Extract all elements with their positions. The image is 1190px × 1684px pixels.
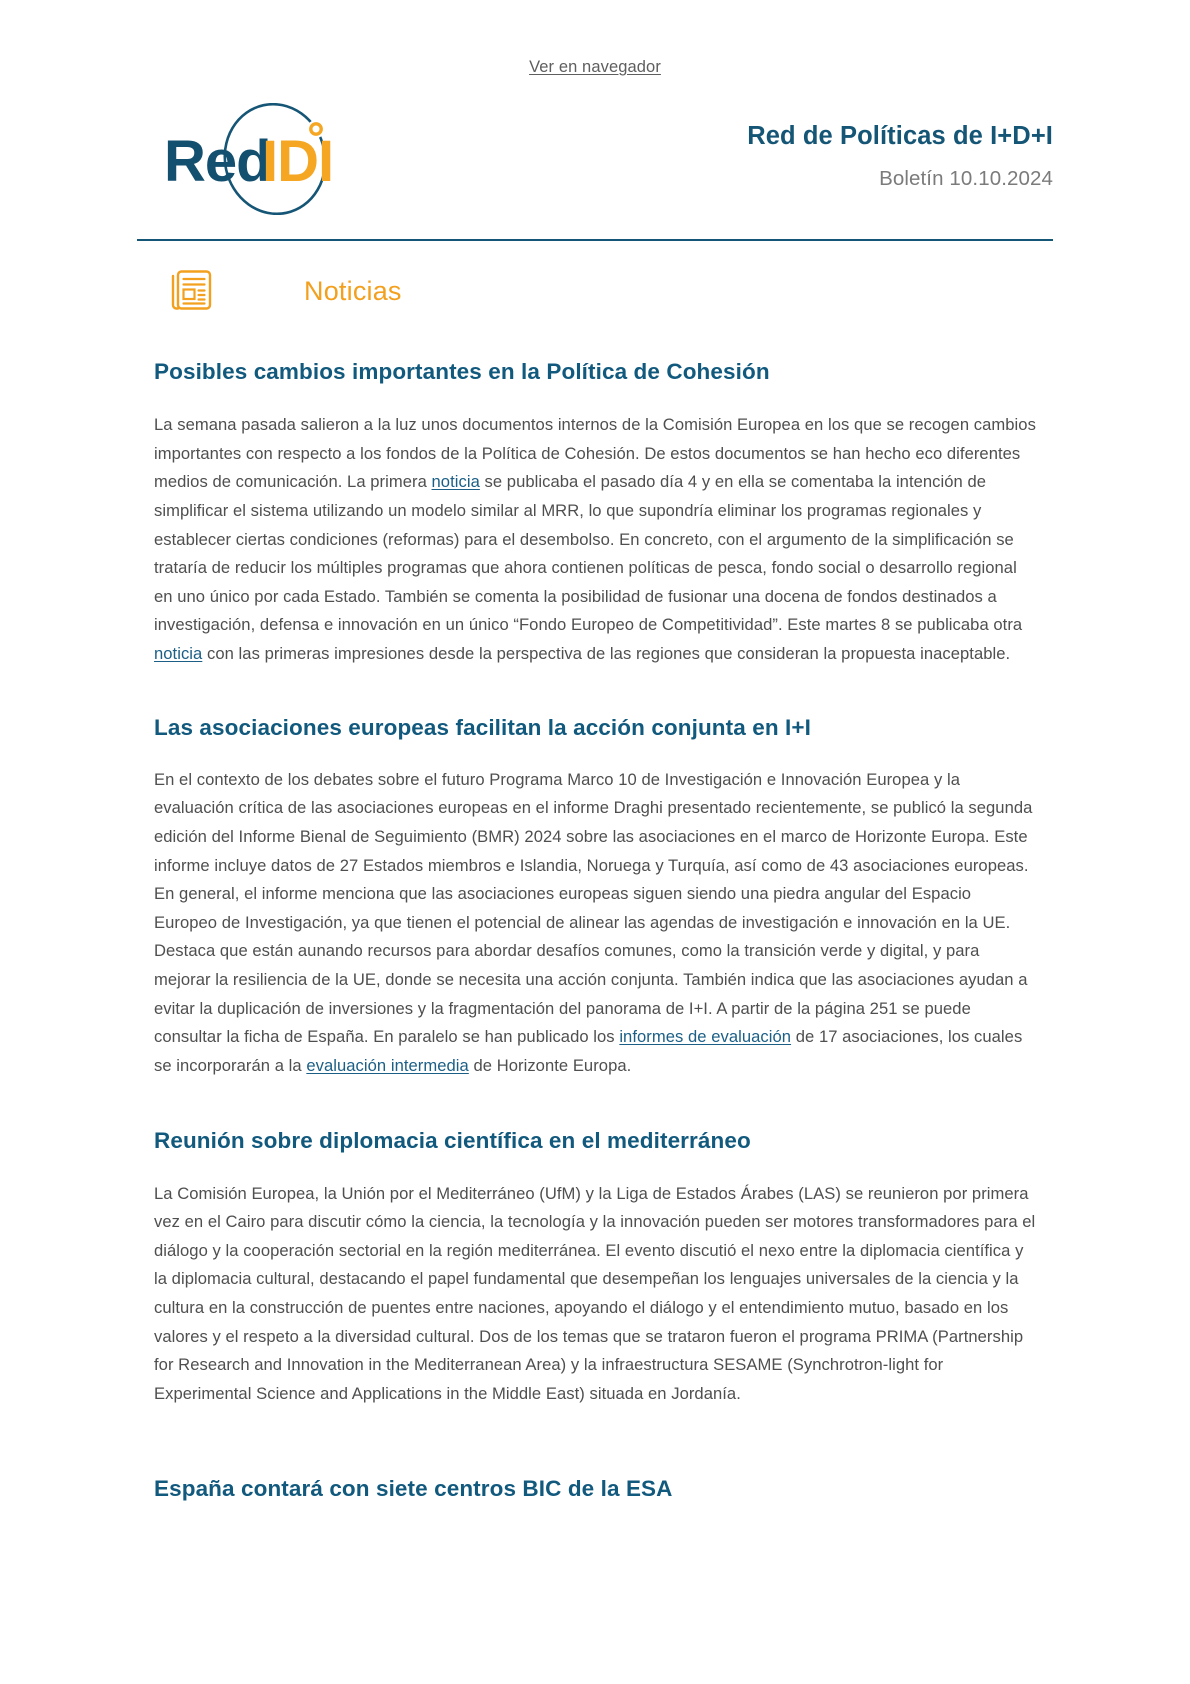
article-item — [154, 1474, 1038, 1503]
inline-link[interactable]: noticia — [154, 644, 203, 663]
page-title: Red de Políticas de I+D+I — [747, 122, 1053, 150]
header-text-block — [360, 103, 1053, 191]
newsletter-header — [0, 77, 1190, 213]
section-title: Noticias — [304, 276, 402, 306]
article-item — [154, 357, 1038, 669]
svg-text:IDI: IDI — [262, 129, 334, 194]
article-body: La semana pasada salieron a la luz unos documentos internos de la Comisión Europea en los que se recogen cambios importantes con respecto a los fondos de la Política de Cohesión. De estos documentos se han hecho eco diferentes medios de comunicación. La primera noticia se publicaba el pasado día 4 y en ella se comentaba la intención de simplificar el sistema utilizando un modelo similar al MRR, lo que supondría eliminar los programas regionales y establecer ciertas condiciones (reformas) para el desembolso. En concreto, con el argumento de la simplificación se trataría de reducir los múltiples programas que ahora contienen políticas de pesca, fondo social o desarrollo regional en uno único por cada Estado. También se comenta la posibilidad de fusionar una docena de fondos destinados a investigación, defensa e innovación en un único “Fondo Europeo de Competitividad”. Este martes 8 se publicaba otra noticia con las primeras impresiones desde la perspectiva de las regiones que consideran la propuesta inaceptable. — [154, 415, 1036, 663]
articles-container — [0, 357, 1190, 1564]
article-heading: Las asociaciones europeas facilitan la acción conjunta en I+I — [154, 714, 811, 740]
view-in-browser-bar — [0, 0, 1190, 77]
view-in-browser-link[interactable]: Ver en navegador — [529, 58, 661, 76]
article-item — [154, 713, 1038, 1081]
section-header-noticias — [0, 241, 1190, 316]
article-heading: Reunión sobre diplomacia científica en el mediterráneo — [154, 1128, 751, 1154]
redidi-logo-graphic — [150, 103, 355, 215]
svg-text:Red: Red — [164, 129, 271, 194]
article-item — [154, 1126, 1038, 1408]
bulletin-date: Boletín 10.10.2024 — [879, 166, 1053, 190]
newspaper-icon — [168, 267, 216, 316]
article-heading: Posibles cambios importantes en la Política de Cohesión — [154, 359, 770, 384]
article-heading: España contará con siete centros BIC de la ESA — [154, 1476, 673, 1502]
article-body: La Comisión Europea, la Unión por el Mediterráneo (UfM) y la Liga de Estados Árabes (LAS) se reunieron por primera vez en el Cairo para discutir cómo la ciencia, la tecnología y la innovación pueden ser motores transformadores para el diálogo y la cooperación sectorial en la región mediterránea. El evento discutió el nexo entre la diplomacia científica y la diplomacia cultural, destacando el papel fundamental que desempeñan los lenguajes universales de la ciencia y la cultura en la construcción de puentes entre naciones, apoyando el diálogo y el entendimiento mutuo, basado en los valores y el respeto a la diversidad cultural. Dos de los temas que se trataron fueron el programa PRIMA (Partnership for Research and Innovation in the Mediterranean Area) y la infraestructura SESAME (Synchrotron-light for Experimental Science and Applications in the Middle East) situada en Jordanía. — [154, 1183, 1036, 1403]
inline-link[interactable]: informes de evaluación — [619, 1027, 792, 1047]
inline-link[interactable]: evaluación intermedia — [306, 1055, 469, 1075]
article-body: En el contexto de los debates sobre el futuro Programa Marco 10 de Investigación e Innovación Europea y la evaluación crítica de las asociaciones europeas en el informe Draghi presentado recientemente, se publicó la segunda edición del Informe Bienal de Seguimiento (BMR) 2024 sobre las asociaciones en el marco de Horizonte Europa. Este informe incluye datos de 27 Estados miembros e Islandia, Noruega y Turquía, así como de 43 asociaciones europeas. En general, el informe menciona que las asociaciones europeas siguen siendo una piedra angular del Espacio Europeo de Investigación, ya que tienen el potencial de alinear las agendas de investigación e innovación en la UE. Destaca que están aunando recursos para abordar desafíos comunes, como la transición verde y digital, y para mejorar la resiliencia de la UE, donde se necesita una acción conjunta. También indica que las asociaciones ayudan a evitar la duplicación de inversiones y la fragmentación del panorama de I+I. A partir de la página 251 se puede consultar la ficha de España. En paralelo se han publicado los informes de evaluación de 17 asociaciones, los cuales se incorporarán a la evaluación intermedia de Horizonte Europa. — [154, 769, 1033, 1075]
redidi-logo[interactable] — [150, 103, 360, 213]
inline-link[interactable]: noticia — [431, 472, 480, 492]
